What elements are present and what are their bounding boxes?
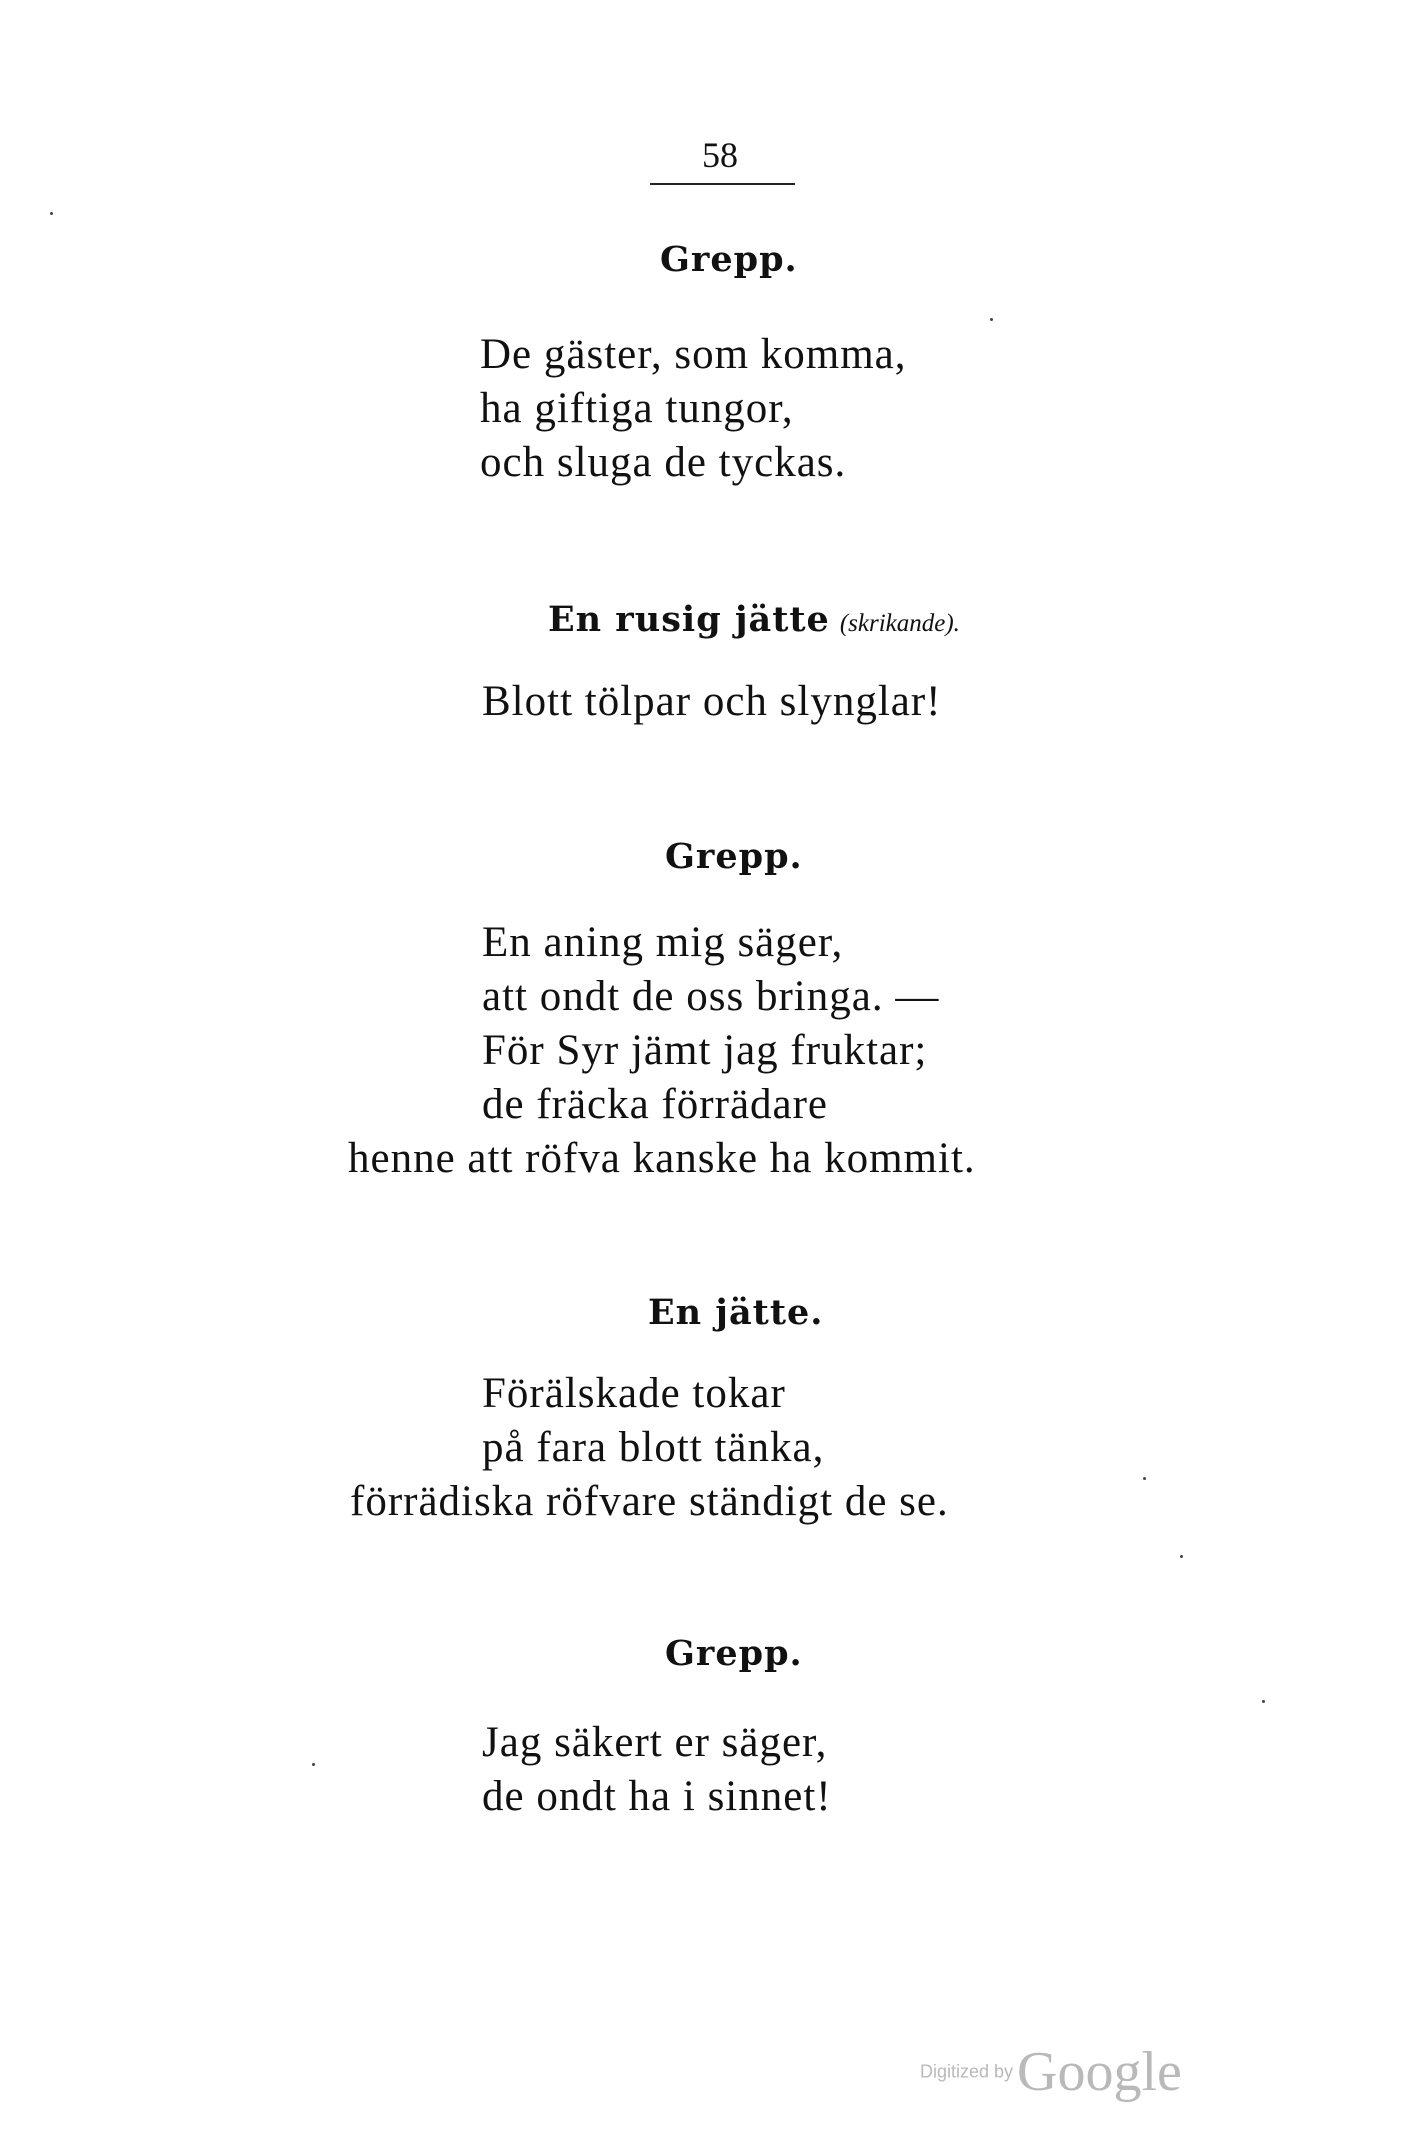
verse-line: Blott tölpar och slynglar! — [482, 678, 942, 725]
verse-line: de fräcka förrädare — [482, 1081, 829, 1128]
verse-line: förrädiska röfvare ständigt de se. — [350, 1478, 949, 1525]
digitized-watermark — [920, 2040, 1182, 2104]
scan-speck — [1143, 1477, 1146, 1480]
page-number: 58 — [702, 135, 738, 175]
speaker-heading — [548, 600, 960, 644]
speaker-name: Grepp. — [665, 1633, 803, 1674]
verse-line: henne att röfva kanske ha kommit. — [348, 1135, 976, 1182]
stage-direction: (skrikande). — [839, 610, 960, 637]
verse-line: och sluga de tyckas. — [480, 439, 847, 486]
scan-speck — [50, 212, 53, 215]
watermark-prefix: Digitized by — [920, 2061, 1014, 2082]
verse-line: De gäster, som komma, — [480, 331, 907, 378]
verse-line: ha giftiga tungor, — [480, 385, 794, 432]
speaker-name: En jätte. — [648, 1292, 824, 1333]
speaker-name: Grepp. — [660, 239, 798, 280]
scan-speck — [1180, 1555, 1183, 1558]
verse-line: på fara blott tänka, — [482, 1424, 825, 1471]
verse-line: För Syr jämt jag fruktar; — [482, 1027, 928, 1074]
verse-line: de ondt ha i sinnet! — [482, 1773, 832, 1820]
speaker-name: Grepp. — [665, 836, 803, 877]
watermark-brand: Google — [1017, 2041, 1182, 2103]
verse-line: att ondt de oss bringa. — — [482, 973, 940, 1020]
page-number-rule — [650, 183, 795, 185]
scan-speck — [1262, 1700, 1265, 1703]
verse-line: Jag säkert er säger, — [482, 1719, 828, 1766]
scan-speck — [990, 318, 993, 321]
speaker-name: En rusig jätte — [548, 599, 830, 640]
verse-line: Förälskade tokar — [482, 1370, 786, 1417]
verse-line: En aning mig säger, — [482, 919, 844, 966]
scan-speck — [312, 1763, 315, 1766]
